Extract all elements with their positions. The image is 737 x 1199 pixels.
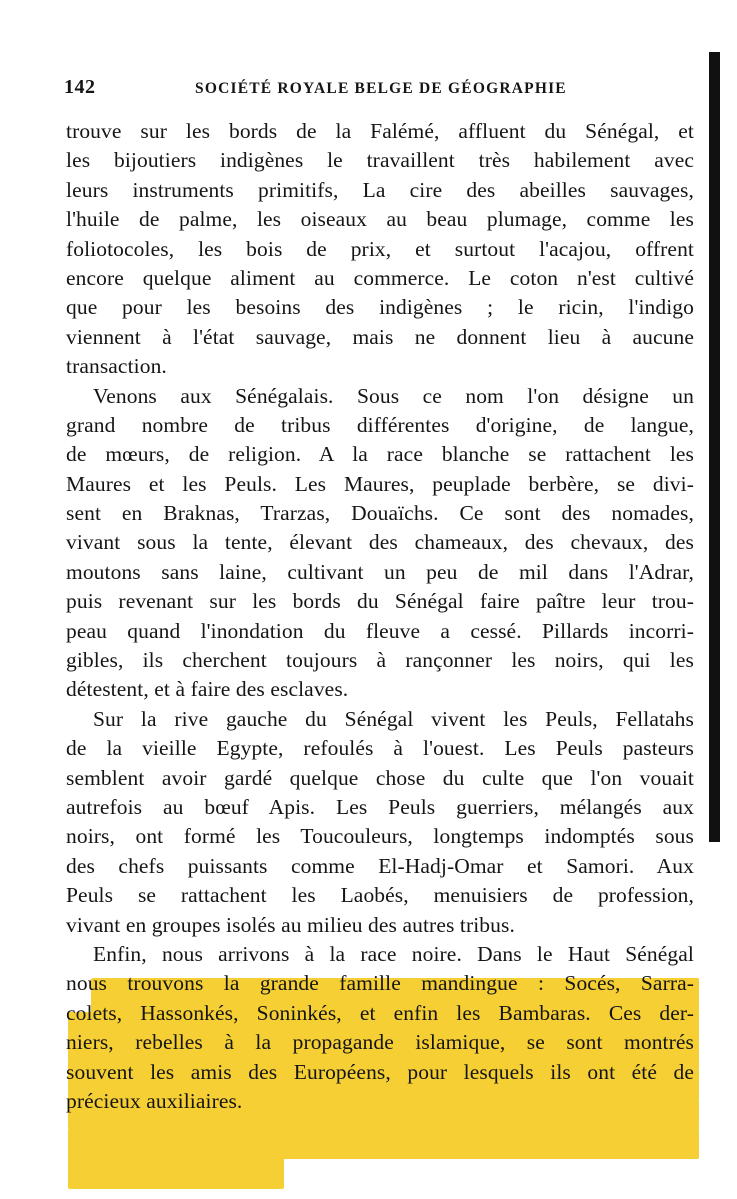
text-line: de mœurs, de religion. A la race blanche se rattachent les xyxy=(66,442,694,467)
text-line: nous trouvons la grande famille mandingue : Socés, Sarra- xyxy=(66,971,694,996)
running-head: SOCIÉTÉ ROYALE BELGE DE GÉOGRAPHIE xyxy=(195,80,567,97)
text-line: encore quelque aliment au commerce. Le coton n'est cultivé xyxy=(66,265,694,290)
page-edge-bar xyxy=(709,52,720,842)
text-line: foliotocoles, les bois de prix, et surtout l'acajou, offrent xyxy=(66,236,694,261)
text-line: transaction. xyxy=(66,354,167,379)
text-line: précieux auxiliaires. xyxy=(66,1088,243,1113)
text-line: viennent à l'état sauvage, mais ne donnent lieu à aucune xyxy=(66,324,694,349)
text-line: l'huile de palme, les oiseaux au beau plumage, comme les xyxy=(66,207,694,232)
highlight-band xyxy=(68,1128,699,1159)
text-line: grand nombre de tribus différentes d'origine, de langue, xyxy=(66,412,694,437)
text-line: vivant sous la tente, élevant des chameaux, des chevaux, des xyxy=(66,530,694,555)
highlight-band xyxy=(68,1157,284,1189)
text-line: leurs instruments primitifs, La cire des abeilles sauvages, xyxy=(66,177,694,202)
text-line: Maures et les Peuls. Les Maures, peuplade berbère, se divi- xyxy=(66,471,694,496)
text-line: niers, rebelles à la propagande islamique, se sont montrés xyxy=(66,1030,694,1055)
text-line: détestent, et à faire des esclaves. xyxy=(66,677,349,702)
text-line: colets, Hassonkés, Soninkés, et enfin les Bambaras. Ces der- xyxy=(66,1000,694,1025)
text-line: souvent les amis des Européens, pour lesquels ils ont été de xyxy=(66,1059,694,1084)
text-line: de la vieille Egypte, refoulés à l'ouest. Les Peuls pasteurs xyxy=(66,736,694,761)
page-number: 142 xyxy=(64,76,96,98)
text-line: peau quand l'inondation du fleuve a cessé. Pillards incorri- xyxy=(66,618,694,643)
body-text xyxy=(66,117,694,1116)
text-line: moutons sans laine, cultivant un peu de mil dans l'Adrar, xyxy=(66,559,694,584)
text-line: autrefois au bœuf Apis. Les Peuls guerriers, mélangés aux xyxy=(66,794,694,819)
text-line: Enfin, nous arrivons à la race noire. Dans le Haut Sénégal xyxy=(93,941,694,966)
text-line: que pour les besoins des indigènes ; le ricin, l'indigo xyxy=(66,295,694,320)
text-line: sent en Braknas, Trarzas, Douaïchs. Ce sont des nomades, xyxy=(66,501,694,526)
text-line: les bijoutiers indigènes le travaillent très habilement avec xyxy=(66,148,694,173)
text-line: trouve sur les bords de la Falémé, affluent du Sénégal, et xyxy=(66,119,694,143)
text-line: semblent avoir gardé quelque chose du culte que l'on vouait xyxy=(66,765,694,790)
text-line: des chefs puissants comme El-Hadj-Omar et Samori. Aux xyxy=(66,853,694,878)
text-line: Venons aux Sénégalais. Sous ce nom l'on désigne un xyxy=(93,383,694,408)
text-line: Peuls se rattachent les Laobés, menuisiers de profession, xyxy=(66,883,694,908)
text-line: puis revenant sur les bords du Sénégal faire paître leur trou- xyxy=(66,589,694,614)
text-line: noirs, ont formé les Toucouleurs, longtemps indomptés sous xyxy=(66,824,694,849)
text-line: gibles, ils cherchent toujours à rançonner les noirs, qui les xyxy=(66,648,694,673)
text-line: vivant en groupes isolés au milieu des autres tribus. xyxy=(66,912,515,937)
text-line: Sur la rive gauche du Sénégal vivent les Peuls, Fellatahs xyxy=(93,706,694,731)
